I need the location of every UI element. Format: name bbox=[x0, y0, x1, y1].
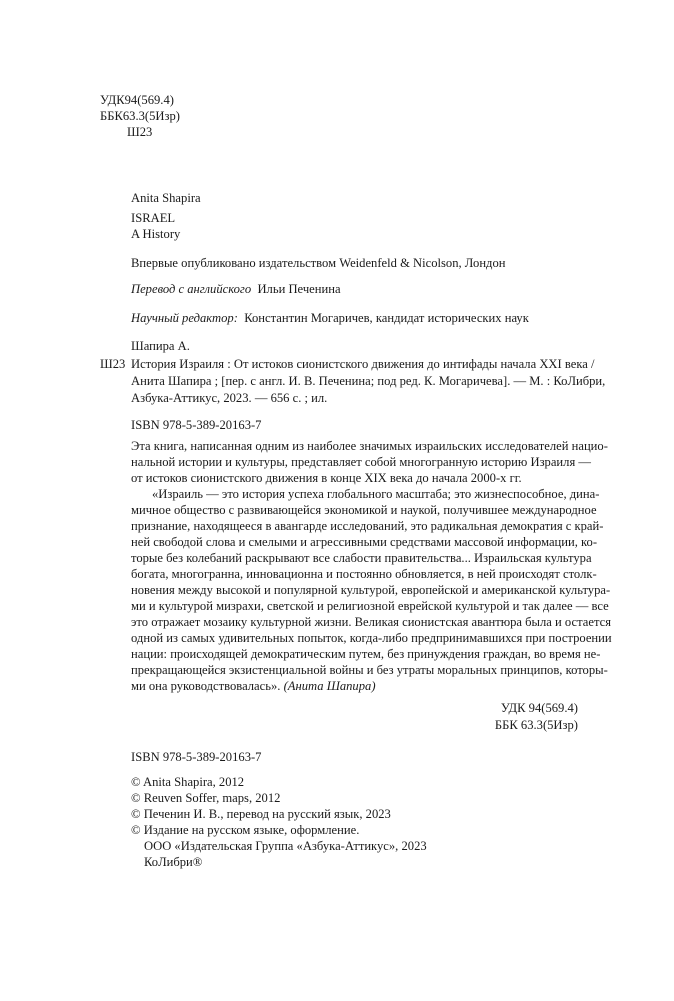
quote-line: «Израиль — это история успеха глобального масштаба; это жизнеспособное, дина- bbox=[152, 487, 600, 501]
editor-credit bbox=[131, 310, 529, 326]
catalog-line: Азбука-Аттикус, 2023. — 656 с. ; ил. bbox=[131, 391, 328, 405]
editor-label: Научный редактор: bbox=[131, 311, 238, 325]
quote-line: одной из самых удивительных попыток, когда-либо предпринимавшихся при построении bbox=[131, 631, 612, 645]
catalog-mark: Ш23 bbox=[100, 357, 126, 371]
copyright-line: © Anita Shapira, 2012 bbox=[131, 775, 245, 789]
copyright-line: © Печенин И. В., перевод на русский язык, 2023 bbox=[131, 807, 391, 821]
bbk-bottom: ББК 63.3(5Изр) bbox=[494, 718, 578, 732]
quote-line: мичное общество с развивающейся экономикой и наукой, получившее международное bbox=[131, 503, 597, 517]
original-author: Anita Shapira bbox=[131, 191, 201, 205]
annotation-line: от истоков сионистского движения в конце XIX века до начала 2000-х гг. bbox=[131, 471, 522, 485]
catalog-author: Шапира А. bbox=[131, 339, 190, 353]
isbn: ISBN 978-5-389-20163-7 bbox=[131, 750, 262, 764]
first-published: Впервые опубликовано издательством Weidenfeld & Nicolson, Лондон bbox=[131, 256, 506, 270]
translator-name: Ильи Печенина bbox=[257, 282, 341, 296]
quote-attribution: (Анита Шапира) bbox=[283, 679, 376, 693]
quote-end: ми она руководствовалась». bbox=[131, 679, 281, 693]
quote-line: ми и культурой мизрахи, светской и религиозной еврейской культурой и так далее — все bbox=[131, 599, 609, 613]
translation-credit bbox=[131, 281, 341, 297]
quote-line: новения между высокой и популярной культурой, европейской и американской культура- bbox=[131, 583, 611, 597]
quote-line: это отражает мозаику культурной жизни. Великая сионистская авантюра была и остается bbox=[131, 615, 612, 629]
quote-line-last bbox=[131, 678, 376, 694]
author-mark: Ш23 bbox=[127, 125, 153, 139]
quote-line: торые без колебаний раскрывают все слабости правительства... Израильская культура bbox=[131, 551, 592, 565]
copyright-line: ООО «Издательская Группа «Азбука-Аттикус», 2023 bbox=[144, 839, 427, 853]
original-subtitle: A History bbox=[131, 227, 181, 241]
quote-line: признание, находящееся в авангарде исследований, это радикальная демократия с край- bbox=[131, 519, 604, 533]
original-title: ISRAEL bbox=[131, 211, 176, 225]
quote-line: ней свободой слова и смелыми и агрессивными средствами массовой информации, ко- bbox=[131, 535, 598, 549]
quote-line: нации: происходящей демократическим путем, без принуждения граждан, во время не- bbox=[131, 647, 601, 661]
editor-name: Константин Могаричев, кандидат исторических наук bbox=[244, 311, 529, 325]
copyright-line: © Издание на русском языке, оформление. bbox=[131, 823, 360, 837]
annotation-line: Эта книга, написанная одним из наиболее значимых израильских исследователей нацио- bbox=[131, 439, 608, 453]
udk-bottom: УДК 94(569.4) bbox=[500, 701, 578, 715]
copyright-line: © Reuven Soffer, maps, 2012 bbox=[131, 791, 281, 805]
bbk-code: ББК63.3(5Изр) bbox=[100, 109, 180, 123]
copyright-line: КоЛибри® bbox=[144, 855, 203, 869]
annotation-line: нальной истории и культуры, представляет собой многогранную историю Израиля — bbox=[131, 455, 591, 469]
catalog-line: История Израиля : От истоков сионистского движения до интифады начала XXI века / bbox=[131, 357, 595, 371]
udk-code: УДК94(569.4) bbox=[100, 93, 174, 107]
catalog-line: Анита Шапира ; [пер. с англ. И. В. Печенина; под ред. К. Могаричева]. — М. : КоЛибри, bbox=[131, 374, 606, 388]
quote-line: богата, многогранна, инновационна и постоянно обновляется, в ней происходят столк- bbox=[131, 567, 597, 581]
catalog-isbn: ISBN 978-5-389-20163-7 bbox=[131, 418, 262, 432]
quote-line: прекращающейся экзистенциальной войны и без утраты моральных принципов, которы- bbox=[131, 663, 608, 677]
translation-label: Перевод с английского bbox=[131, 282, 252, 296]
